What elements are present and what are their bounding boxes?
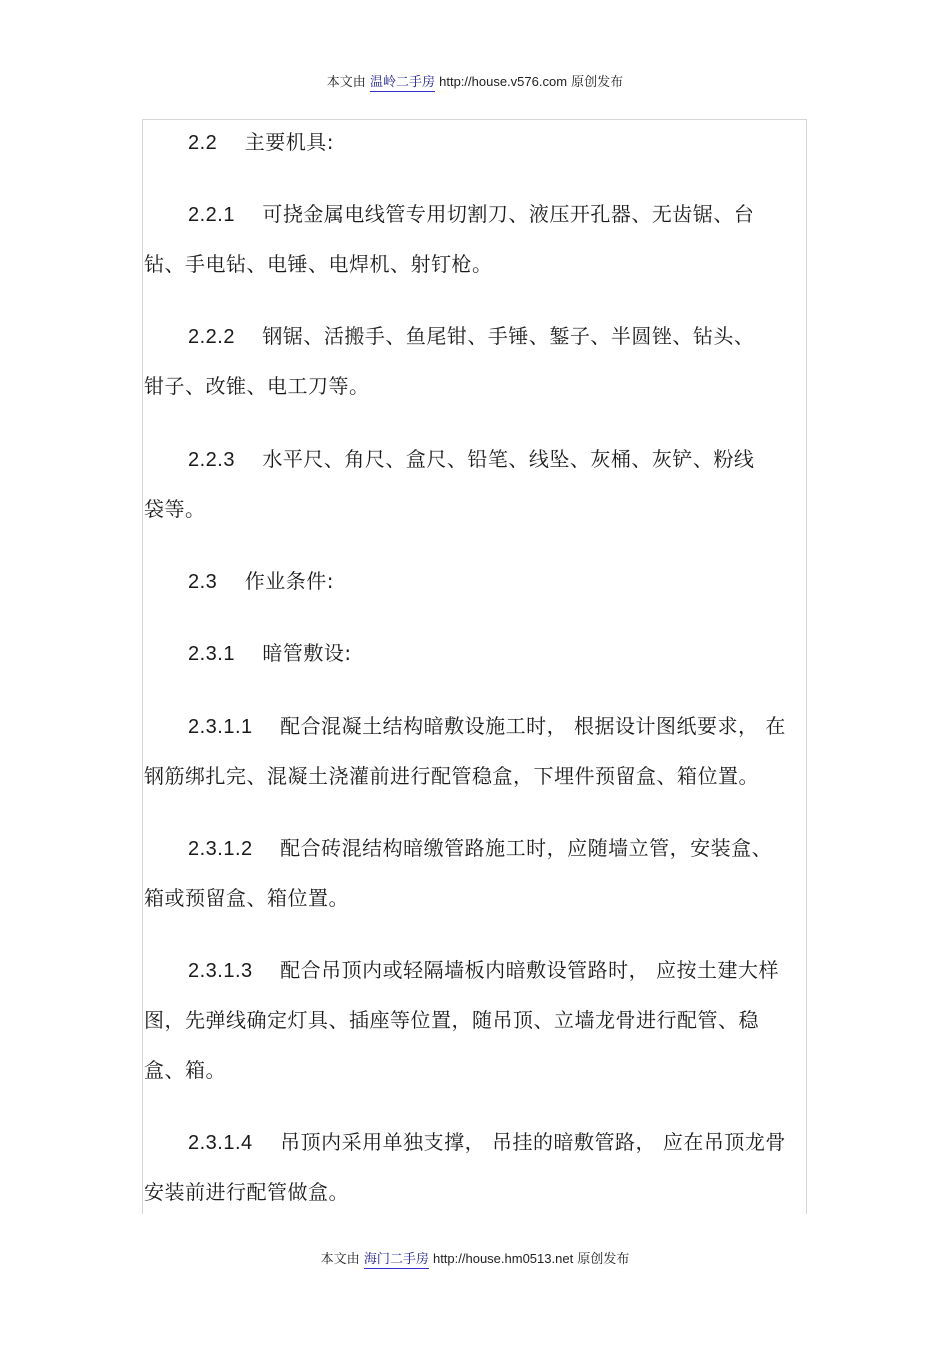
- paragraph-line: 钻、手电钻、电锤、电焊机、射钉枪。: [144, 252, 493, 276]
- paragraph-line: 可挠金属电线管专用切割刀、液压开孔器、无齿锯、台: [262, 202, 755, 226]
- section-2-2-3: [144, 434, 808, 534]
- section-2-3: [144, 556, 808, 606]
- section-2-3-1-2: [144, 823, 808, 923]
- section-number: 2.3: [188, 571, 218, 593]
- section-2-3-1-1: [144, 701, 808, 801]
- section-number: 2.3.1.1: [188, 716, 253, 738]
- paragraph-line: 盒、箱。: [144, 1058, 226, 1082]
- paragraph-line: 钳子、改锥、电工刀等。: [144, 374, 370, 398]
- footer-credit-prefix: 本文由: [320, 1252, 360, 1267]
- paragraph-line: 水平尺、角尺、盒尺、铅笔、线坠、灰桶、灰铲、粉线: [262, 447, 755, 471]
- header-site-url[interactable]: http://house.v576.com: [439, 74, 568, 89]
- header-credit: [0, 71, 950, 90]
- header-credit-suffix: 原创发布: [571, 75, 624, 90]
- footer-site-url[interactable]: http://house.hm0513.net: [432, 1251, 574, 1266]
- paragraph-line: 安装前进行配管做盒。: [144, 1180, 349, 1204]
- section-2-3-1-4: [144, 1117, 808, 1217]
- paragraph-line: 吊顶内采用单独支撑， 吊挂的暗敷管路， 应在吊顶龙骨: [280, 1130, 786, 1154]
- section-2-3-1-3: [144, 945, 808, 1095]
- section-number: 2.3.1.2: [188, 838, 253, 860]
- paragraph-line: 箱或预留盒、箱位置。: [144, 886, 349, 910]
- paragraph-line: 图，先弹线确定灯具、插座等位置，随吊顶、立墙龙骨进行配管、稳: [144, 1008, 759, 1032]
- header-credit-prefix: 本文由: [326, 75, 366, 90]
- section-2-3-1: [144, 628, 808, 678]
- section-2-2-1: [144, 189, 808, 289]
- section-number: 2.2.1: [188, 204, 235, 226]
- section-number: 2.2: [188, 132, 218, 154]
- paragraph-line: 钢筋绑扎完、混凝土浇灌前进行配管稳盒，下埋件预留盒、箱位置。: [144, 764, 759, 788]
- footer-credit: [0, 1248, 950, 1267]
- frame-left-border: [142, 119, 143, 1214]
- paragraph-line: 暗管敷设:: [262, 641, 352, 665]
- paragraph-line: 作业条件:: [244, 569, 334, 593]
- paragraph-line: 袋等。: [144, 497, 206, 521]
- paragraph-line: 配合混凝土结构暗敷设施工时， 根据设计图纸要求， 在: [280, 714, 786, 738]
- section-number: 2.3.1: [188, 643, 235, 665]
- section-2-2-2: [144, 311, 808, 411]
- header-site-link[interactable]: 温岭二手房: [369, 75, 435, 90]
- footer-credit-suffix: 原创发布: [577, 1252, 630, 1267]
- footer-site-link[interactable]: 海门二手房: [363, 1252, 429, 1267]
- section-number: 2.2.3: [188, 449, 235, 471]
- section-2-2: [144, 117, 808, 167]
- section-number: 2.3.1.3: [188, 960, 253, 982]
- section-number: 2.2.2: [188, 326, 235, 348]
- paragraph-line: 配合砖混结构暗缴管路施工时，应随墙立管，安装盒、: [280, 836, 773, 860]
- paragraph-line: 主要机具:: [244, 130, 334, 154]
- paragraph-line: 钢锯、活搬手、鱼尾钳、手锤、錾子、半圆锉、钻头、: [262, 324, 755, 348]
- paragraph-line: 配合吊顶内或轻隔墙板内暗敷设管路时， 应按土建大样: [280, 958, 779, 982]
- section-number: 2.3.1.4: [188, 1132, 253, 1154]
